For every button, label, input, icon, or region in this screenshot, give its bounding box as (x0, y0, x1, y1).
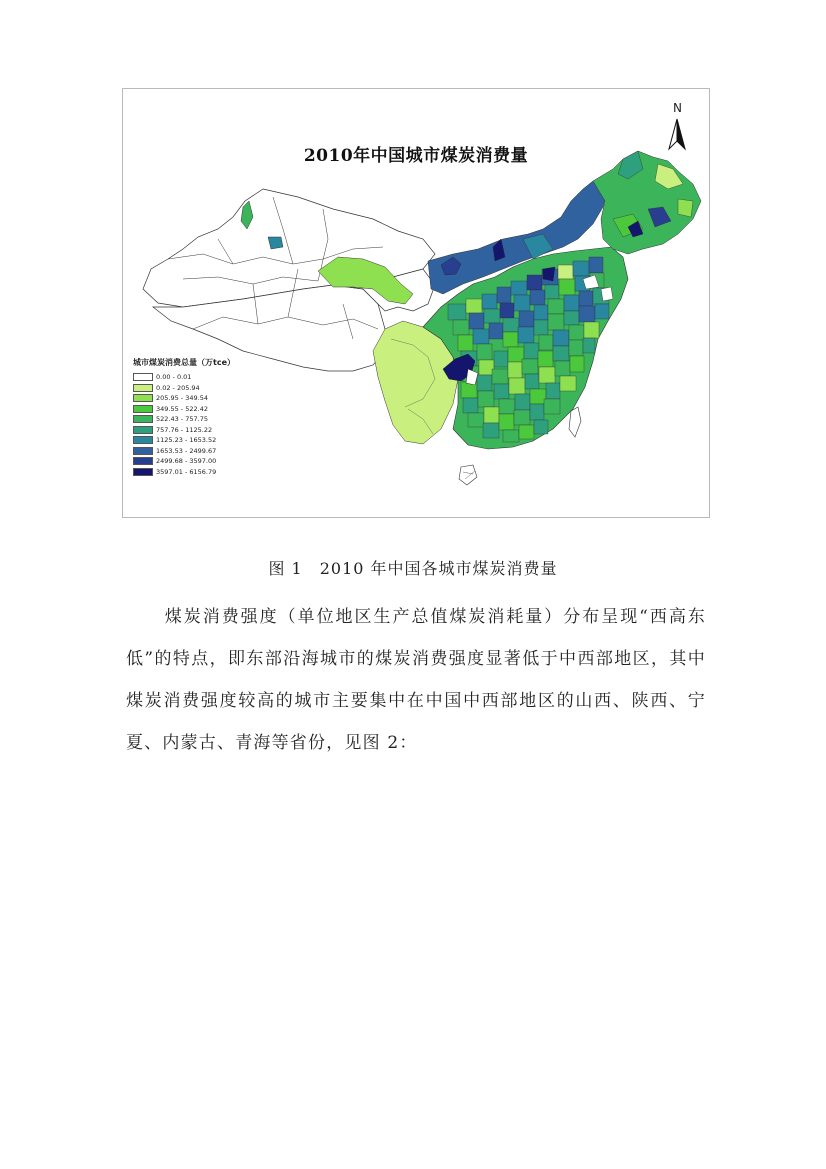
legend-label: 1653.53 - 2499.67 (156, 446, 217, 455)
legend-item (133, 446, 235, 457)
legend-swatch (133, 373, 153, 381)
legend-item (133, 425, 235, 436)
map-title: 2010年中国城市煤炭消费量 (303, 146, 529, 166)
body-paragraph (126, 596, 706, 764)
legend-label: 1125.23 - 1653.52 (156, 436, 217, 445)
legend-label: 757.76 - 1125.22 (156, 425, 213, 434)
legend-swatch (133, 426, 153, 434)
legend-swatch (133, 468, 153, 476)
legend-label: 349.55 - 522.42 (156, 404, 208, 413)
legend-item (133, 414, 235, 425)
map-legend (133, 357, 235, 477)
legend-swatch (133, 384, 153, 392)
legend-swatch (133, 447, 153, 455)
legend-item (133, 404, 235, 415)
north-arrow-icon (663, 101, 693, 157)
region-hainan (459, 465, 477, 485)
legend-swatch (133, 394, 153, 402)
map-figure (122, 88, 710, 518)
legend-item (133, 383, 235, 394)
legend-item (133, 467, 235, 478)
legend-label: 3597.01 - 6156.79 (156, 467, 217, 476)
paragraph-text: 煤炭消费强度（单位地区生产总值煤炭消耗量）分布呈现“西高东低”的特点，即东部沿海城市的煤炭消费强度显著低于中西部地区，其中煤炭消费强度较高的城市主要集中在中国中西部地区的山西、陕西、宁夏、内蒙古、青海等省份，见图 2： (126, 607, 706, 753)
legend-item (133, 393, 235, 404)
legend-label: 2499.68 - 3597.00 (156, 457, 217, 466)
figure-caption: 图 1 2010 年中国各城市煤炭消费量 (268, 559, 558, 578)
legend-label: 0.02 - 205.94 (156, 383, 200, 392)
legend-title: 城市煤炭消费总量（万tce） (133, 358, 235, 367)
legend-swatch (133, 415, 153, 423)
legend-swatch (133, 457, 153, 465)
legend-swatch (133, 436, 153, 444)
legend-item (133, 456, 235, 467)
legend-label: 0.00 - 0.01 (156, 373, 192, 382)
north-label: N (673, 101, 682, 115)
legend-item (133, 435, 235, 446)
legend-item (133, 372, 235, 383)
legend-label: 205.95 - 349.54 (156, 394, 208, 403)
legend-swatch (133, 405, 153, 413)
legend-label: 522.43 - 757.75 (156, 415, 208, 424)
region-taiwan (569, 407, 581, 437)
